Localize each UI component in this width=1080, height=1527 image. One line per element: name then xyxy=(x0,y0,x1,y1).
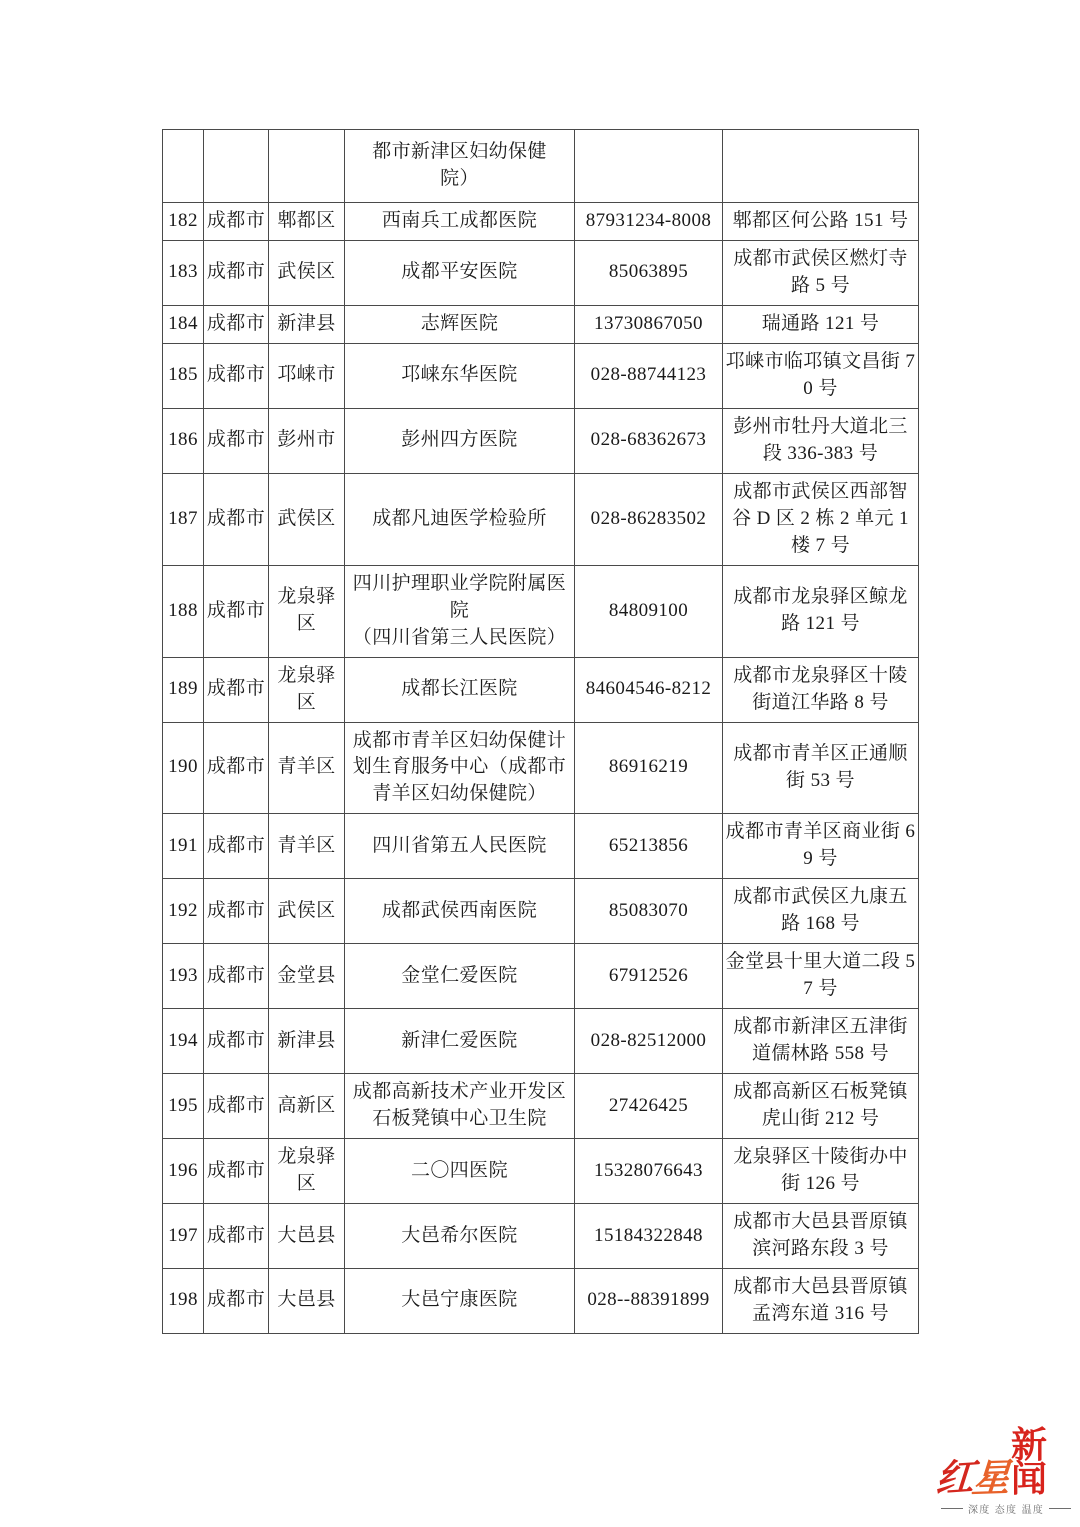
cell-address: 成都市大邑县晋原镇孟湾东道 316 号 xyxy=(723,1268,919,1333)
cell-district: 大邑县 xyxy=(269,1268,345,1333)
cell-index: 196 xyxy=(163,1139,204,1204)
tagline-rule-left xyxy=(941,1508,963,1509)
cell-institution-name: 成都长江医院 xyxy=(345,657,575,722)
cell-phone: 87931234-8008 xyxy=(575,203,723,241)
cell-city: 成都市 xyxy=(204,473,269,565)
cell-city: 成都市 xyxy=(204,814,269,879)
table-row xyxy=(163,1139,919,1204)
cell-address: 瑞通路 121 号 xyxy=(723,305,919,343)
table-row xyxy=(163,473,919,565)
cell-district: 武侯区 xyxy=(269,879,345,944)
cell-address: 成都市武侯区西部智谷 D 区 2 栋 2 单元 1 楼 7 号 xyxy=(723,473,919,565)
cell-phone: 85083070 xyxy=(575,879,723,944)
cell-index: 188 xyxy=(163,565,204,657)
cell-district: 武侯区 xyxy=(269,240,345,305)
cell-address: 彭州市牡丹大道北三段 336-383 号 xyxy=(723,408,919,473)
table-row xyxy=(163,879,919,944)
cell-district xyxy=(269,130,345,203)
cell-city: 成都市 xyxy=(204,1204,269,1269)
cell-district: 邛崃市 xyxy=(269,343,345,408)
cell-institution-name: 成都市青羊区妇幼保健计划生育服务中心（成都市青羊区妇幼保健院） xyxy=(345,722,575,814)
table-row xyxy=(163,657,919,722)
cell-phone: 27426425 xyxy=(575,1074,723,1139)
table-row xyxy=(163,408,919,473)
cell-district: 武侯区 xyxy=(269,473,345,565)
hospital-listing-table xyxy=(162,129,919,1334)
table-row xyxy=(163,203,919,241)
cell-city: 成都市 xyxy=(204,305,269,343)
cell-city: 成都市 xyxy=(204,1074,269,1139)
cell-district: 青羊区 xyxy=(269,814,345,879)
cell-phone: 15184322848 xyxy=(575,1204,723,1269)
cell-city: 成都市 xyxy=(204,657,269,722)
cell-institution-name: 志辉医院 xyxy=(345,305,575,343)
cell-phone: 86916219 xyxy=(575,722,723,814)
cell-city: 成都市 xyxy=(204,1009,269,1074)
cell-phone: 84809100 xyxy=(575,565,723,657)
cell-district: 高新区 xyxy=(269,1074,345,1139)
cell-district: 龙泉驿区 xyxy=(269,565,345,657)
cell-phone: 65213856 xyxy=(575,814,723,879)
cell-index: 185 xyxy=(163,343,204,408)
cell-address: 金堂县十里大道二段 57 号 xyxy=(723,944,919,1009)
cell-institution-name: 大邑宁康医院 xyxy=(345,1268,575,1333)
cell-city: 成都市 xyxy=(204,343,269,408)
cell-phone: 84604546-8212 xyxy=(575,657,723,722)
cell-institution-name: 二〇四医院 xyxy=(345,1139,575,1204)
cell-phone xyxy=(575,130,723,203)
cell-index: 186 xyxy=(163,408,204,473)
cell-address: 成都市龙泉驿区鲸龙路 121 号 xyxy=(723,565,919,657)
table-row xyxy=(163,1074,919,1139)
cell-district: 大邑县 xyxy=(269,1204,345,1269)
cell-index xyxy=(163,130,204,203)
cell-institution-name: 四川省第五人民医院 xyxy=(345,814,575,879)
cell-institution-name: 彭州四方医院 xyxy=(345,408,575,473)
cell-city: 成都市 xyxy=(204,408,269,473)
cell-district: 新津县 xyxy=(269,1009,345,1074)
cell-city: 成都市 xyxy=(204,565,269,657)
cell-institution-name: 四川护理职业学院附属医院 （四川省第三人民医院） xyxy=(345,565,575,657)
cell-index: 194 xyxy=(163,1009,204,1074)
cell-address: 成都市武侯区九康五路 168 号 xyxy=(723,879,919,944)
cell-city xyxy=(204,130,269,203)
cell-index: 183 xyxy=(163,240,204,305)
cell-institution-name: 西南兵工成都医院 xyxy=(345,203,575,241)
cell-city: 成都市 xyxy=(204,879,269,944)
cell-phone: 028-68362673 xyxy=(575,408,723,473)
cell-address: 郫都区何公路 151 号 xyxy=(723,203,919,241)
tagline-text: 深度 态度 温度 xyxy=(968,1505,1044,1516)
cell-district: 金堂县 xyxy=(269,944,345,1009)
cell-city: 成都市 xyxy=(204,1139,269,1204)
cell-institution-name: 新津仁爱医院 xyxy=(345,1009,575,1074)
cell-institution-name: 大邑希尔医院 xyxy=(345,1204,575,1269)
cell-institution-name: 成都平安医院 xyxy=(345,240,575,305)
table-row-continued xyxy=(163,130,919,203)
cell-phone: 028-86283502 xyxy=(575,473,723,565)
cell-address: 龙泉驿区十陵街办中街 126 号 xyxy=(723,1139,919,1204)
logo-char-xing: 星 xyxy=(970,1454,1012,1501)
cell-phone: 028-82512000 xyxy=(575,1009,723,1074)
table-row xyxy=(163,565,919,657)
cell-phone: 15328076643 xyxy=(575,1139,723,1204)
cell-address: 成都市武侯区燃灯寺路 5 号 xyxy=(723,240,919,305)
cell-address: 成都市青羊区正通顺街 53 号 xyxy=(723,722,919,814)
cell-district: 彭州市 xyxy=(269,408,345,473)
cell-district: 青羊区 xyxy=(269,722,345,814)
cell-district: 郫都区 xyxy=(269,203,345,241)
cell-institution-name: 金堂仁爱医院 xyxy=(345,944,575,1009)
cell-address: 成都高新区石板凳镇虎山街 212 号 xyxy=(723,1074,919,1139)
cell-city: 成都市 xyxy=(204,944,269,1009)
cell-city: 成都市 xyxy=(204,722,269,814)
table-row xyxy=(163,722,919,814)
cell-index: 190 xyxy=(163,722,204,814)
cell-institution-name: 成都高新技术产业开发区石板凳镇中心卫生院 xyxy=(345,1074,575,1139)
cell-city: 成都市 xyxy=(204,240,269,305)
cell-index: 193 xyxy=(163,944,204,1009)
cell-address: 成都市大邑县晋原镇滨河路东段 3 号 xyxy=(723,1204,919,1269)
cell-index: 184 xyxy=(163,305,204,343)
table-row xyxy=(163,240,919,305)
table-body xyxy=(163,130,919,1334)
logo-tagline xyxy=(936,1501,1076,1516)
cell-district: 龙泉驿区 xyxy=(269,1139,345,1204)
cell-institution-name: 都市新津区妇幼保健 院） xyxy=(345,130,575,203)
cell-address: 成都市青羊区商业街 69 号 xyxy=(723,814,919,879)
red-star-news-logo xyxy=(934,1423,1076,1518)
cell-institution-name: 成都凡迪医学检验所 xyxy=(345,473,575,565)
cell-district: 龙泉驿区 xyxy=(269,657,345,722)
cell-index: 189 xyxy=(163,657,204,722)
cell-institution-name: 邛崃东华医院 xyxy=(345,343,575,408)
logo-char-hong: 红 xyxy=(934,1453,976,1502)
cell-address: 成都市龙泉驿区十陵街道江华路 8 号 xyxy=(723,657,919,722)
cell-phone: 028-88744123 xyxy=(575,343,723,408)
cell-index: 198 xyxy=(163,1268,204,1333)
table-row xyxy=(163,1009,919,1074)
cell-phone: 85063895 xyxy=(575,240,723,305)
cell-index: 197 xyxy=(163,1204,204,1269)
cell-district: 新津县 xyxy=(269,305,345,343)
cell-address: 成都市新津区五津街道儒林路 558 号 xyxy=(723,1009,919,1074)
cell-index: 187 xyxy=(163,473,204,565)
cell-city: 成都市 xyxy=(204,1268,269,1333)
logo-char-xinwen: 新闻 xyxy=(1011,1423,1047,1500)
tagline-rule-right xyxy=(1049,1508,1071,1509)
cell-address xyxy=(723,130,919,203)
table-row xyxy=(163,1204,919,1269)
cell-index: 182 xyxy=(163,203,204,241)
cell-address: 邛崃市临邛镇文昌街 70 号 xyxy=(723,343,919,408)
logo-wordmark xyxy=(934,1423,1076,1502)
table-row xyxy=(163,814,919,879)
cell-index: 195 xyxy=(163,1074,204,1139)
table-row xyxy=(163,305,919,343)
cell-index: 191 xyxy=(163,814,204,879)
table-row xyxy=(163,944,919,1009)
cell-city: 成都市 xyxy=(204,203,269,241)
table-row xyxy=(163,343,919,408)
table-row xyxy=(163,1268,919,1333)
cell-phone: 028--88391899 xyxy=(575,1268,723,1333)
cell-institution-name: 成都武侯西南医院 xyxy=(345,879,575,944)
cell-phone: 13730867050 xyxy=(575,305,723,343)
cell-phone: 67912526 xyxy=(575,944,723,1009)
cell-index: 192 xyxy=(163,879,204,944)
